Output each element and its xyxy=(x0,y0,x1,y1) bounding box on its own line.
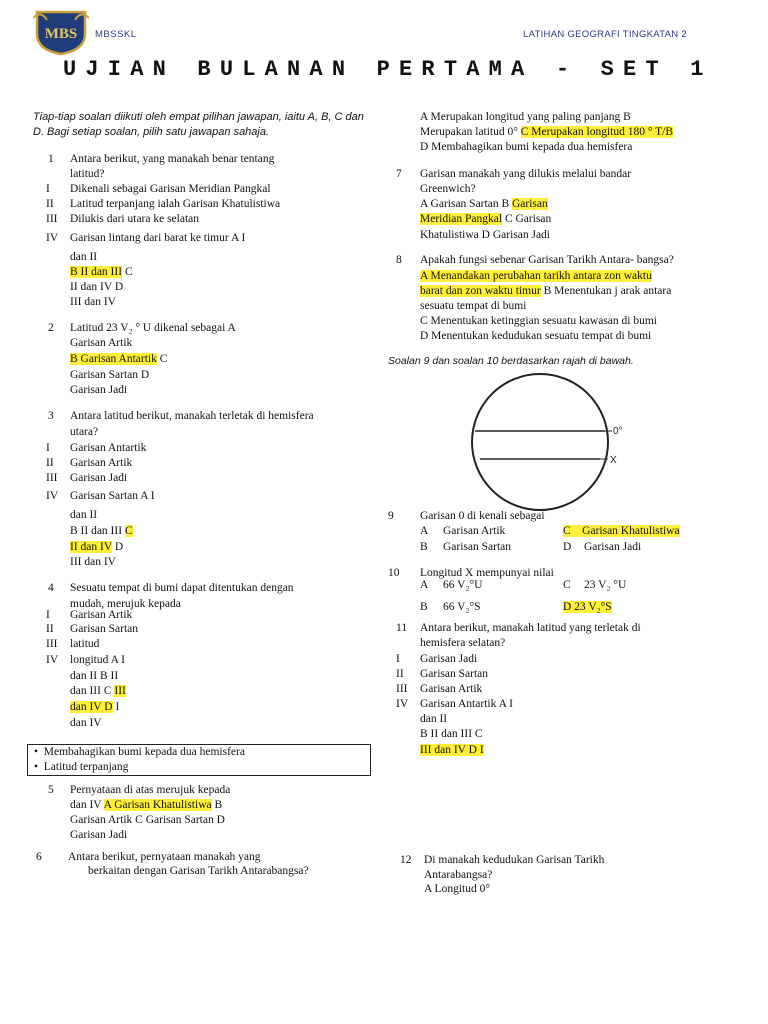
q-stem: Pernyataan di atas merujuk kepada xyxy=(70,784,231,796)
q-stem: berkaitan dengan Garisan Tarikh Antarabangsa? xyxy=(88,865,309,877)
option: Garisan Sartan D xyxy=(70,369,150,381)
answer-highlight: C Merupakan longitud 180 ° T/B xyxy=(520,126,674,138)
q-number: 12 xyxy=(400,854,412,866)
logo-text: MBS xyxy=(44,26,78,42)
option: 23 V₂ °U xyxy=(584,579,627,591)
roman-numeral: IV xyxy=(46,232,59,244)
globe-diagram xyxy=(470,370,640,515)
option: 66 V₂°S xyxy=(443,601,481,613)
statement: Garisan Artik xyxy=(70,457,133,469)
option: B II dan III C xyxy=(420,728,483,740)
answer-highlight xyxy=(563,525,680,537)
answer-highlight: A Garisan Khatulistiwa xyxy=(103,799,212,811)
answer-highlight: II dan IV xyxy=(70,541,112,553)
option-letter: B xyxy=(420,541,428,553)
option: B II dan III xyxy=(70,525,125,537)
option: dan IV xyxy=(70,717,102,729)
q-stem: utara? xyxy=(70,426,99,438)
answer-highlight: D 23 V₂°S xyxy=(563,601,612,613)
option: B xyxy=(211,799,223,811)
roman-numeral: III xyxy=(46,638,58,650)
statement: Garisan Artik xyxy=(420,683,483,695)
option: sesuatu tempat di bumi xyxy=(420,300,527,312)
statement: longitud A I xyxy=(70,654,125,666)
option: Garisan Jadi xyxy=(70,829,128,841)
q-stem: Latitud 23 V₂ ° U dikenal sebagai A xyxy=(70,322,236,334)
roman-numeral: II xyxy=(46,198,54,210)
option: Merupakan latitud 0° xyxy=(420,126,521,138)
statement: Garisan Sartan xyxy=(420,668,489,680)
q-stem: Antara berikut, yang manakah benar tentang xyxy=(70,153,275,165)
q-stem: latitud? xyxy=(70,168,105,180)
q-number: 4 xyxy=(48,582,54,594)
figure-caption: Soalan 9 dan soalan 10 berdasarkan rajah di bawah. xyxy=(388,355,634,367)
option: B Menentukan j arak antara xyxy=(540,285,672,297)
q-number: 9 xyxy=(388,510,394,522)
answer-highlight: III xyxy=(114,685,126,697)
box-statement: Membahagikan bumi kepada dua hemisfera xyxy=(43,746,245,758)
option: D Membahagikan bumi kepada dua hemisfera xyxy=(420,141,633,153)
school-logo xyxy=(33,8,89,56)
roman-numeral: I xyxy=(46,183,50,195)
q-stem: Antarabangsa? xyxy=(424,869,493,881)
q-stem: Antara berikut, pernyataan manakah yang xyxy=(68,851,261,863)
roman-numeral: IV xyxy=(396,698,409,710)
option: dan II B II xyxy=(70,670,119,682)
roman-numeral: II xyxy=(46,623,54,635)
answer-highlight: Garisan xyxy=(511,198,548,210)
q-stem: Greenwich? xyxy=(420,183,476,195)
statement-box: • Membahagikan bumi kepada dua hemisfera • Latitud terpanjang xyxy=(27,744,371,776)
q-stem: mudah, merujuk kepada xyxy=(70,598,181,610)
option: dan II xyxy=(420,713,448,725)
globe-circle xyxy=(472,374,608,510)
option: C Garisan xyxy=(502,213,552,225)
answer-highlight: C xyxy=(124,525,133,537)
option: A Merupakan longitud yang paling panjang B xyxy=(420,111,631,123)
answer-highlight: barat dan zon waktu timur xyxy=(420,285,541,297)
answer-highlight: Meridian Pangkal xyxy=(420,213,503,225)
option: Garisan Jadi xyxy=(70,384,128,396)
q-stem: Antara latitud berikut, manakah terletak di hemisfera xyxy=(70,410,314,422)
option: C Menentukan ketinggian sesuatu kawasan di bumi xyxy=(420,315,657,327)
q-stem: Antara berikut, manakah latitud yang terletak di xyxy=(420,622,641,634)
option-letter: C xyxy=(563,579,571,591)
statement: Garisan Sartan A I xyxy=(70,490,155,502)
page-title: UJIAN BULANAN PERTAMA - SET 1 xyxy=(63,57,713,82)
q-number: 3 xyxy=(48,410,54,422)
option: Khatulistiwa D Garisan Jadi xyxy=(420,229,550,241)
q-number: 10 xyxy=(388,567,400,579)
option-letter: C xyxy=(563,525,571,537)
statement: Latitud terpanjang ialah Garisan Khatulistiwa xyxy=(70,198,281,210)
roman-numeral: III xyxy=(46,472,58,484)
q-number: 2 xyxy=(48,322,54,334)
answer-highlight: III dan IV D I xyxy=(420,744,484,756)
option-letter: A xyxy=(420,525,429,537)
option: Garisan Jadi xyxy=(584,541,642,553)
label-x: X xyxy=(610,455,617,466)
q-stem: Longitud X mempunyai nilai xyxy=(420,567,554,579)
statement: latitud xyxy=(70,638,100,650)
option: Garisan Artik xyxy=(443,525,506,537)
q-stem: Sesuatu tempat di bumi dapat ditentukan dengan xyxy=(70,582,294,594)
answer-highlight: dan IV D xyxy=(70,701,113,713)
school-name: MBSSKL xyxy=(95,29,137,40)
q-number: 8 xyxy=(396,254,402,266)
q-number: 11 xyxy=(396,622,408,634)
q-stem: Apakah fungsi sebenar Garisan Tarikh Antara- bangsa? xyxy=(420,254,674,266)
statement: Garisan Artik xyxy=(70,609,133,621)
q-number: 6 xyxy=(36,851,42,863)
option: dan II xyxy=(70,509,98,521)
q-stem: Garisan manakah yang dilukis melalui bandar xyxy=(420,168,632,180)
roman-numeral: II xyxy=(396,668,404,680)
roman-numeral: III xyxy=(396,683,408,695)
q-stem: Di manakah kedudukan Garisan Tarikh xyxy=(424,854,605,866)
instructions: Tiap-tiap soalan diikuti oleh empat pilihan jawapan, iaitu A, B, C dan D. Bagi setiap soalan, pilih satu jawapan sahaja. xyxy=(33,111,364,138)
box-statement: Latitud terpanjang xyxy=(43,761,129,773)
q-stem: hemisfera selatan? xyxy=(420,637,506,649)
subject-name: LATIHAN GEOGRAFI TINGKATAN 2 xyxy=(523,29,687,40)
q-number: 1 xyxy=(48,153,54,165)
option: III dan IV xyxy=(70,296,116,308)
option: A Garisan Sartan B xyxy=(420,198,512,210)
statement: Garisan Jadi xyxy=(70,472,128,484)
statement: Garisan Jadi xyxy=(420,653,478,665)
roman-numeral: II xyxy=(46,457,54,469)
option: II dan IV D xyxy=(70,281,124,293)
roman-numeral: I xyxy=(46,442,50,454)
answer-highlight: A Menandakan perubahan tarikh antara zon waktu xyxy=(420,270,652,282)
option: D xyxy=(111,541,124,553)
option: dan II xyxy=(70,251,98,263)
option: Garisan Artik xyxy=(70,337,133,349)
option: D Menentukan kedudukan sesuatu tempat di bumi xyxy=(420,330,652,342)
q-number: 7 xyxy=(396,168,402,180)
roman-numeral: IV xyxy=(46,490,59,502)
answer-highlight: B Garisan Antartik xyxy=(70,353,157,365)
option-letter: D xyxy=(563,541,572,553)
q-number: 5 xyxy=(48,784,54,796)
option: 66 V₂°U xyxy=(443,579,483,591)
roman-numeral: III xyxy=(46,213,58,225)
option: A Longitud 0° xyxy=(424,883,490,895)
option-letter: B xyxy=(420,601,428,613)
label-zero: 0° xyxy=(613,426,623,437)
statement: Dilukis dari utara ke selatan xyxy=(70,213,200,225)
option: dan IV xyxy=(70,799,104,811)
answer-highlight: B II dan III xyxy=(70,266,123,278)
option: III dan IV xyxy=(70,556,116,568)
option-letter: A xyxy=(420,579,429,591)
option: dan III C xyxy=(70,685,115,697)
option: Garisan Artik C Garisan Sartan D xyxy=(70,814,225,826)
roman-numeral: I xyxy=(396,653,400,665)
statement: Garisan Sartan xyxy=(70,623,139,635)
roman-numeral: IV xyxy=(46,654,59,666)
option: I xyxy=(112,701,120,713)
statement: Garisan Antartik A I xyxy=(420,698,513,710)
option: C xyxy=(156,353,168,365)
option: C xyxy=(122,266,133,278)
statement: Garisan lintang dari barat ke timur A I xyxy=(70,232,246,244)
q-stem: Garisan 0 di kenali sebagai xyxy=(420,510,545,522)
statement: Garisan Antartik xyxy=(70,442,147,454)
option: Garisan Sartan xyxy=(443,541,512,553)
roman-numeral: I xyxy=(46,609,50,621)
option: Garisan Khatulistiwa xyxy=(582,525,680,537)
statement: Dikenali sebagai Garisan Meridian Pangkal xyxy=(70,183,271,195)
